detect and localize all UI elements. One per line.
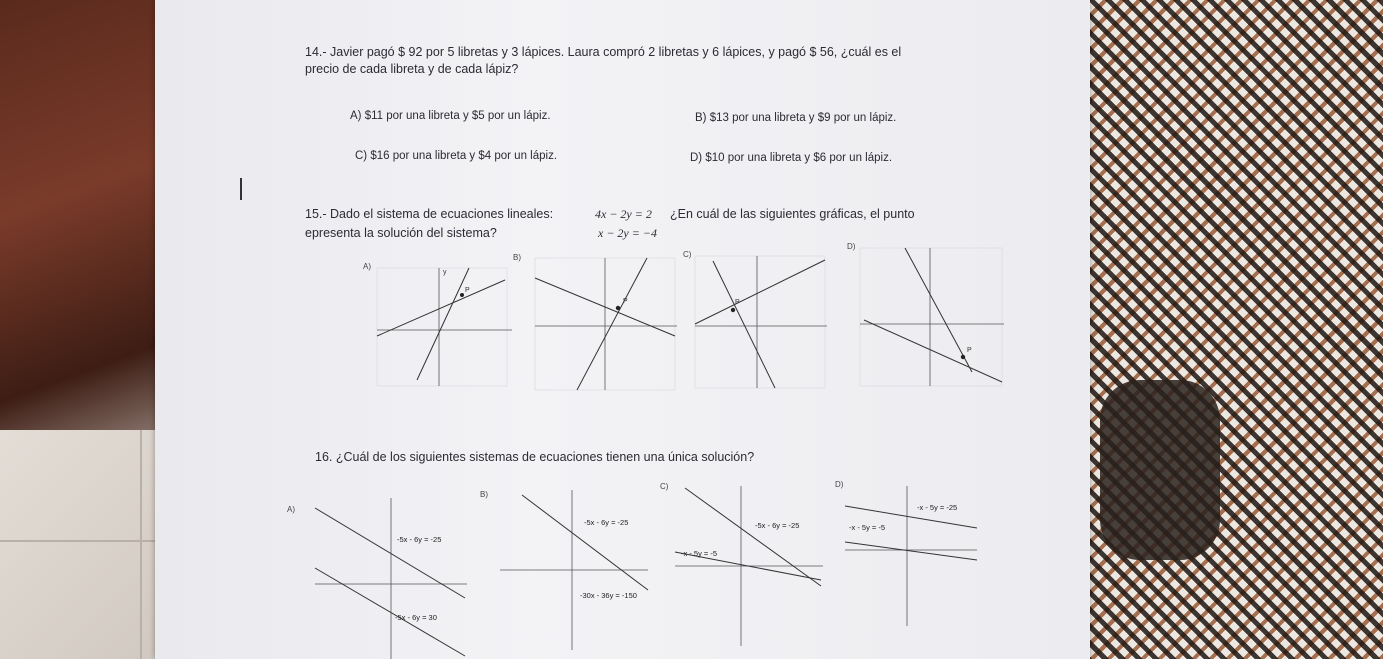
solution-point: [460, 293, 464, 297]
point-label: P: [735, 299, 740, 306]
q14-option-b[interactable]: B) $13 por una libreta y $9 por un lápiz.: [695, 112, 897, 124]
q16-graph-b[interactable]: [500, 490, 650, 650]
q15-graph-b-label[interactable]: B): [513, 253, 521, 262]
graph-line-2: [315, 568, 465, 656]
q16-graph-c-label[interactable]: C): [660, 482, 669, 491]
point-label: P: [465, 287, 470, 294]
y-axis-label: y: [443, 269, 447, 276]
q16-graph-c[interactable]: [675, 486, 825, 646]
equation-label-1: -5x - 6y = -25: [584, 518, 629, 527]
graph-line-1: [522, 495, 648, 590]
q15-graph-b[interactable]: [535, 258, 680, 393]
grid-frame: [860, 248, 1002, 386]
q16-graph-a[interactable]: [315, 498, 470, 659]
background-houndstooth-fabric: [1085, 0, 1383, 659]
equation-label-2: -30x - 36y = -150: [580, 591, 637, 600]
equation-label-2: -x - 5y = -5: [849, 523, 886, 532]
q15-line1: 15.- Dado el sistema de ecuaciones lineales:: [305, 207, 554, 221]
q15-line1-cont: ¿En cuál de las siguientes gráficas, el punto: [670, 207, 915, 221]
q14-line2: precio de cada libreta y de cada lápiz?: [305, 62, 519, 76]
q16-graph-d[interactable]: [845, 486, 980, 626]
q15-graph-a[interactable]: [377, 268, 517, 386]
graph-line-2: [845, 542, 977, 560]
graph-line-2: [713, 261, 775, 388]
q15-equation-1: 4x − 2y = 2: [595, 207, 652, 221]
graph-line-2: [577, 258, 647, 390]
background-shadow: [1100, 380, 1220, 560]
graph-line-1: [695, 260, 825, 324]
floor-tile-line: [140, 430, 142, 659]
q15-equation-2: x − 2y = −4: [598, 226, 657, 240]
q14-line1: 14.- Javier pagó $ 92 por 5 libretas y 3 lápices. Laura compró 2 libretas y 6 lápices, y pagó $ 56, ¿cuál es el: [305, 45, 902, 59]
graph-line-2: [417, 268, 469, 380]
q16-text: 16. ¿Cuál de los siguientes sistemas de ecuaciones tienen una única solución?: [315, 450, 755, 464]
equation-label-1: -x - 5y = -25: [917, 503, 958, 512]
q15-graph-c-label[interactable]: C): [683, 250, 692, 259]
q15-graph-d-label[interactable]: D): [847, 242, 856, 251]
q15-line2: epresenta la solución del sistema?: [305, 226, 497, 240]
graph-line-1: [315, 508, 465, 598]
q14-option-a[interactable]: A) $11 por una libreta y $5 por un lápiz.: [350, 110, 551, 122]
grid-frame: [695, 256, 825, 388]
equation-label-1: -5x - 6y = -25: [397, 535, 442, 544]
pencil-mark: [240, 178, 242, 200]
equation-label-2: -5x - 6y = 30: [395, 613, 437, 622]
graph-line-2: [864, 320, 1002, 382]
q16-graph-b-label[interactable]: B): [480, 490, 488, 499]
point-label: P: [967, 347, 972, 354]
q14-option-d[interactable]: D) $10 por una libreta y $6 por un lápiz.: [690, 152, 893, 164]
solution-point: [961, 355, 965, 359]
q15-graph-d[interactable]: [860, 248, 1005, 388]
q15-graph-a-label[interactable]: A): [363, 262, 371, 271]
point-label: P: [623, 298, 628, 305]
worksheet-page: [155, 0, 1090, 659]
graph-line-1: [685, 488, 821, 586]
equation-label-1: -5x - 6y = -25: [755, 521, 800, 530]
q15-graph-c[interactable]: [695, 256, 830, 391]
solution-point: [731, 308, 735, 312]
equation-label-2: -x - 5y = -5: [681, 549, 718, 558]
q16-graph-d-label[interactable]: D): [835, 480, 844, 489]
q14-option-c[interactable]: C) $16 por una libreta y $4 por un lápiz.: [355, 150, 558, 162]
q16-graph-a-label[interactable]: A): [287, 505, 295, 514]
solution-point: [616, 306, 620, 310]
